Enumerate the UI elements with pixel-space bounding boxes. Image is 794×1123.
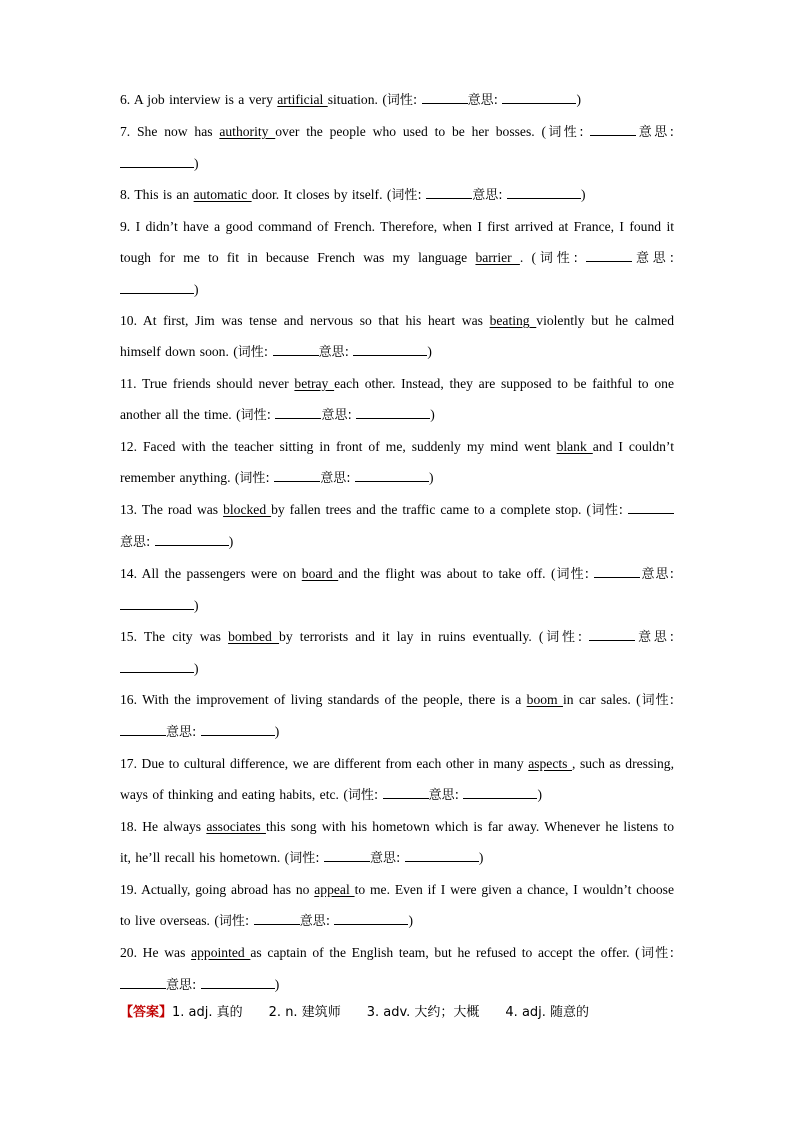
- answer-tag: 【答案】: [120, 1005, 173, 1020]
- exercise-item: 12. Faced with the teacher sitting in front of me, suddenly my mind went blank and I couldn’t remember anything. (词性: 意思: ): [120, 439, 674, 486]
- sentence-before: 12. Faced with the teacher sitting in front of me, suddenly my mind went: [120, 439, 557, 454]
- target-word: blocked: [223, 502, 272, 517]
- sentence-before: 14. All the passengers were on: [120, 566, 302, 581]
- pos-blank[interactable]: [426, 186, 472, 199]
- sentence-before: 11. True friends should never: [120, 376, 295, 391]
- meaning-blank[interactable]: [120, 597, 194, 610]
- meaning-blank[interactable]: [353, 343, 427, 356]
- meaning-label: 意思:: [318, 345, 349, 360]
- target-word: appeal: [314, 882, 355, 897]
- pos-blank[interactable]: [273, 343, 319, 356]
- meaning-blank[interactable]: [356, 406, 430, 419]
- meaning-label: 意思:: [120, 535, 151, 550]
- pos-label: 词性:: [555, 567, 590, 582]
- meaning-label: 意思:: [635, 630, 675, 645]
- answer-entry: 1. adj. 真的: [172, 1005, 243, 1020]
- sentence-after: as captain of the English team, but he refused to accept the offer. (: [250, 945, 640, 960]
- pos-label: 词性:: [545, 125, 584, 140]
- answer-entry: 2. n. 建筑师: [268, 1005, 341, 1020]
- pos-label: 词性:: [289, 851, 320, 866]
- pos-blank[interactable]: [589, 628, 635, 641]
- meaning-blank[interactable]: [502, 91, 576, 104]
- target-word: betray: [294, 376, 335, 391]
- meaning-blank[interactable]: [201, 723, 275, 736]
- pos-blank[interactable]: [254, 912, 300, 925]
- sentence-before: 15. The city was: [120, 629, 229, 644]
- exercise-item: 20. He was appointed as captain of the English team, but he refused to accept the offer. (词性: 意思: ): [120, 945, 674, 993]
- sentence-before: 7. She now has: [120, 124, 220, 139]
- target-word: bombed: [228, 629, 280, 644]
- answer-line: [120, 997, 674, 1028]
- meaning-label: 意思:: [636, 125, 675, 140]
- meaning-label: 意思:: [472, 188, 503, 203]
- target-word: authority: [219, 124, 276, 139]
- pos-blank[interactable]: [594, 565, 640, 578]
- pos-label: 词性:: [347, 788, 379, 803]
- pos-blank[interactable]: [383, 786, 429, 799]
- exercise-item: 8. This is an automatic door. It closes by itself. (词性: 意思: ): [120, 187, 586, 203]
- pos-blank[interactable]: [590, 123, 636, 136]
- exercise-list: [120, 84, 674, 1001]
- target-word: aspects: [528, 756, 572, 771]
- pos-label: 词性:: [386, 93, 418, 108]
- sentence-before: 16. With the improvement of living standards of the people, there is a: [120, 692, 527, 707]
- target-word: appointed: [191, 945, 251, 960]
- sentence-after: over the people who used to be her bosses. (: [275, 124, 546, 139]
- meaning-blank[interactable]: [507, 186, 581, 199]
- pos-blank[interactable]: [324, 849, 370, 862]
- meaning-blank[interactable]: [405, 849, 479, 862]
- pos-label: 词性:: [240, 408, 272, 423]
- sentence-after: . (: [519, 250, 537, 265]
- exercise-item: 11. True friends should never betray each other. Instead, they are supposed to be faithful to one another all the time. (词性: 意思: ): [120, 376, 674, 423]
- sentence-before: 6. A job interview is a very: [120, 92, 278, 107]
- sentence-after: by terrorists and it lay in ruins eventually. (: [279, 629, 544, 644]
- sentence-after: and the flight was about to take off. (: [338, 566, 556, 581]
- meaning-blank[interactable]: [155, 533, 229, 546]
- meaning-blank[interactable]: [201, 976, 275, 989]
- pos-label: 词性:: [640, 693, 674, 708]
- exercise-item: 14. All the passengers were on board and the flight was about to take off. (词性: 意思: ): [120, 566, 674, 613]
- pos-label: 词性:: [590, 503, 623, 518]
- target-word: barrier: [475, 250, 520, 265]
- meaning-label: 意思:: [299, 914, 331, 929]
- meaning-label: 意思:: [321, 408, 352, 423]
- meaning-label: 意思:: [370, 851, 401, 866]
- meaning-blank[interactable]: [463, 786, 537, 799]
- pos-blank[interactable]: [586, 249, 632, 262]
- pos-blank[interactable]: [628, 501, 674, 514]
- target-word: board: [301, 566, 339, 581]
- sentence-before: 20. He was: [120, 945, 192, 960]
- exercise-item: 9. I didn’t have a good command of French. Therefore, when I first arrived at France, I found it tough for me to fit in because French was my language barrier . (词性: 意思: ): [120, 219, 675, 297]
- answer-entry: 4. adj. 随意的: [505, 1005, 590, 1020]
- sentence-before: 18. He always: [120, 819, 207, 834]
- sentence-after: to me. Even if I were given a chance, I wouldn’t choose to live overseas. (: [120, 882, 674, 928]
- answer-entry: 3. adv. 大约；大概: [366, 1005, 480, 1020]
- pos-label: 词性:: [536, 251, 578, 266]
- target-word: blank: [556, 439, 593, 454]
- target-word: beating: [489, 313, 537, 328]
- meaning-blank[interactable]: [120, 155, 194, 168]
- meaning-blank[interactable]: [120, 660, 194, 673]
- sentence-before: 10. At first, Jim was tense and nervous so that his heart was: [120, 313, 490, 328]
- sentence-after: door. It closes by itself. (: [251, 187, 392, 202]
- pos-label: 词性:: [543, 630, 583, 645]
- meaning-label: 意思:: [320, 471, 351, 486]
- pos-label: 词性:: [218, 914, 250, 929]
- sentence-before: 9. I didn’t have a good command of French. Therefore, when I first arrived at France, I found it tough for me to fit in because French was my language: [120, 219, 674, 265]
- pos-label: 词性:: [391, 188, 422, 203]
- sentence-before: 13. The road was: [120, 502, 224, 517]
- sentence-after: and I couldn’t remember anything. (: [120, 439, 674, 485]
- worksheet: [120, 84, 674, 1028]
- sentence-after: by fallen trees and the traffic came to a complete stop. (: [271, 502, 591, 517]
- meaning-label: 意思:: [632, 251, 675, 266]
- exercise-item: 16. With the improvement of living standards of the people, there is a boom in car sales. (词性: 意思: ): [120, 692, 674, 740]
- exercise-item: 15. The city was bombed by terrorists and it lay in ruins eventually. (词性: 意思: ): [120, 629, 675, 676]
- meaning-label: 意思:: [166, 725, 197, 740]
- sentence-after: situation. (: [327, 92, 387, 107]
- exercise-item: 10. At first, Jim was tense and nervous so that his heart was beating violently but he calmed himself down soon. (词性: 意思: ): [120, 313, 674, 360]
- meaning-blank[interactable]: [355, 469, 429, 482]
- exercise-item: 19. Actually, going abroad has no appeal to me. Even if I were given a chance, I wouldn’t choose to live overseas. (词性: 意思: ): [120, 882, 674, 929]
- meaning-label: 意思:: [166, 978, 197, 993]
- sentence-before: 8. This is an: [120, 187, 194, 202]
- exercise-item: 13. The road was blocked by fallen trees and the traffic came to a complete stop. (词性: 意思: ): [120, 494, 674, 558]
- meaning-blank[interactable]: [120, 281, 194, 294]
- sentence-after: violently but he calmed himself down soon. (: [120, 313, 674, 359]
- pos-label: 词性:: [239, 471, 270, 486]
- exercise-item: 18. He always associates this song with his hometown which is far away. Whenever he listens to it, he’ll recall his hometown. (词性: 意思: ): [120, 819, 674, 866]
- pos-blank[interactable]: [422, 91, 468, 104]
- exercise-item: 6. A job interview is a very artificial situation. (词性: 意思: ): [120, 92, 581, 108]
- sentence-after: this song with his hometown which is far away. Whenever he listens to it, he’ll recall his hometown. (: [120, 819, 674, 865]
- target-word: automatic: [193, 187, 252, 202]
- pos-blank[interactable]: [120, 723, 166, 736]
- pos-blank[interactable]: [120, 976, 166, 989]
- sentence-after: , such as dressing, ways of thinking and eating habits, etc. (: [120, 756, 675, 802]
- sentence-before: 19. Actually, going abroad has no: [120, 882, 315, 897]
- pos-blank[interactable]: [275, 406, 321, 419]
- sentence-before: 17. Due to cultural difference, we are different from each other in many: [120, 756, 529, 771]
- pos-blank[interactable]: [274, 469, 320, 482]
- exercise-item: 7. She now has authority over the people who used to be her bosses. (词性: 意思: ): [120, 124, 675, 171]
- target-word: boom: [526, 692, 563, 707]
- sentence-after: in car sales. (: [563, 692, 641, 707]
- meaning-blank[interactable]: [334, 912, 408, 925]
- meaning-label: 意思:: [428, 788, 460, 803]
- target-word: associates: [206, 819, 266, 834]
- pos-label: 词性:: [639, 946, 674, 961]
- sentence-after: each other. Instead, they are supposed to be faithful to one another all the time. (: [120, 376, 674, 422]
- pos-label: 词性:: [237, 345, 269, 360]
- meaning-label: 意思:: [467, 93, 499, 108]
- exercise-item: 17. Due to cultural difference, we are different from each other in many aspects , such as dressing, ways of thinking and eating habits, etc. (词性: 意思: ): [120, 756, 675, 803]
- target-word: artificial: [277, 92, 328, 107]
- meaning-label: 意思:: [640, 567, 674, 582]
